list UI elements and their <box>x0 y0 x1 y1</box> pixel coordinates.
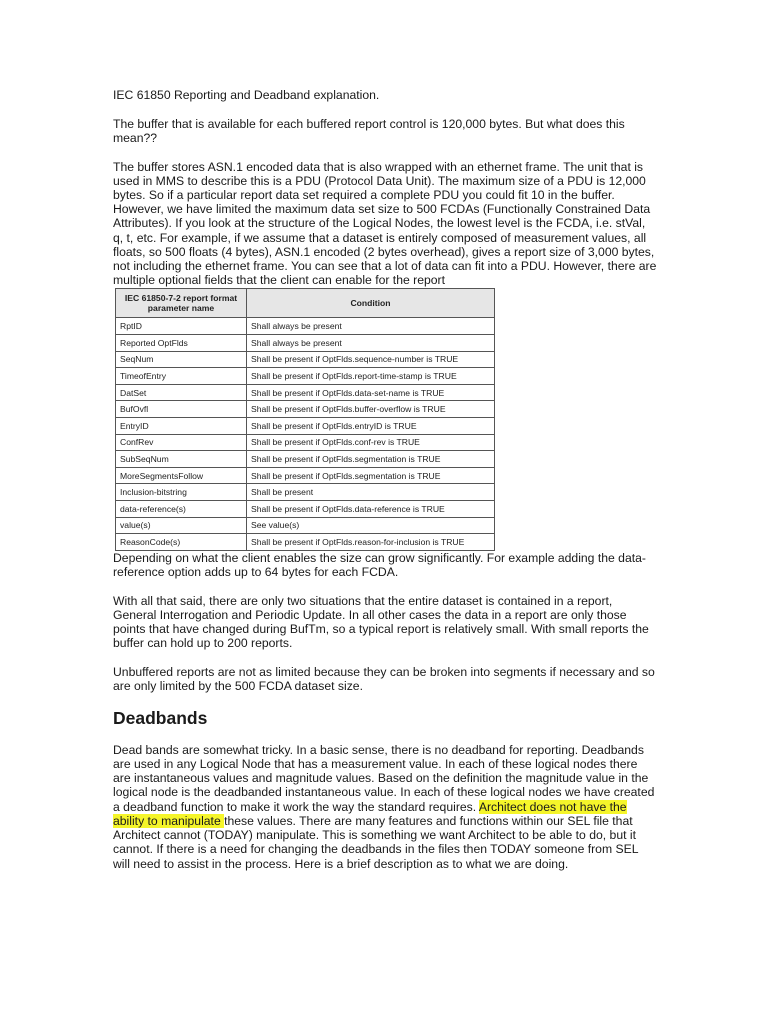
table-header-row <box>116 289 495 318</box>
table-header-parameter-name: IEC 61850-7-2 report format parameter name <box>116 289 247 318</box>
condition-cell: Shall be present if OptFlds.buffer-overflow is TRUE <box>247 401 495 418</box>
parameter-name-cell: ReasonCode(s) <box>116 534 247 551</box>
condition-cell: Shall be present if OptFlds.report-time-stamp is TRUE <box>247 368 495 385</box>
buffer-intro-paragraph: The buffer that is available for each buffered report control is 120,000 bytes. But what does this mean?? <box>113 116 625 145</box>
parameter-name-cell: RptID <box>116 318 247 335</box>
table-row <box>116 401 495 418</box>
condition-cell: Shall be present <box>247 484 495 501</box>
condition-cell: Shall always be present <box>247 318 495 335</box>
condition-cell: See value(s) <box>247 517 495 534</box>
deadbands-text-before: Dead bands are somewhat tricky. In a basic sense, there is no deadband for reporting. Deadbands are used in any Logical Node that has a measurement value. In each of these logical nodes there are instantaneous values and magnitude values. Based on the definition the magnitude value in the logical node is the deadbanded instantaneous value. In each of these logical nodes we have created a deadband function to make it work the way the standard requires. <box>113 742 655 814</box>
document-title: IEC 61850 Reporting and Deadband explanation. <box>113 88 380 102</box>
table-row <box>116 434 495 451</box>
highlighted-text: Architect does not have the ability to manipulate <box>113 799 627 828</box>
condition-cell: Shall be present if OptFlds.data-reference is TRUE <box>247 500 495 517</box>
condition-cell: Shall be present if OptFlds.data-set-name is TRUE <box>247 384 495 401</box>
condition-cell: Shall be present if OptFlds.entryID is TRUE <box>247 418 495 435</box>
parameter-name-cell: MoreSegmentsFollow <box>116 467 247 484</box>
condition-cell: Shall be present if OptFlds.conf-rev is TRUE <box>247 434 495 451</box>
dataset-situations-paragraph: With all that said, there are only two situations that the entire dataset is contained in a report, General Interrogation and Periodic Update. In all other cases the data in a report are only those points that have changed during BufTm, so a typical report is relatively small. With small reports the buffer can hold up to 200 reports. <box>113 593 649 651</box>
table-row <box>116 500 495 517</box>
deadbands-heading: Deadbands <box>113 707 208 728</box>
parameter-name-cell: data-reference(s) <box>116 500 247 517</box>
condition-cell: Shall always be present <box>247 335 495 352</box>
parameter-name-cell: DatSet <box>116 384 247 401</box>
parameter-name-cell: EntryID <box>116 418 247 435</box>
table-row <box>116 351 495 368</box>
table-row <box>116 534 495 551</box>
parameter-name-cell: Inclusion-bitstring <box>116 484 247 501</box>
table-row <box>116 451 495 468</box>
condition-cell: Shall be present if OptFlds.sequence-number is TRUE <box>247 351 495 368</box>
table-row <box>116 384 495 401</box>
buffer-explanation-paragraph: The buffer stores ASN.1 encoded data that is also wrapped with an ethernet frame. The unit that is used in MMS to describe this is a PDU (Protocol Data Unit). The maximum size of a PDU is 12,000 bytes. So if a particular report data set required a complete PDU you could fit 10 in the buffer. However, we have limited the maximum data set size to 500 FCDAs (Functionally Constrained Data Attributes). If you look at the structure of the Logical Nodes, the lowest level is the FCDA, i.e. stVal, q, t, etc. For example, if we assume that a dataset is entirely composed of measurement values, all floats, so 500 floats (4 bytes), ASN.1 encoded (2 bytes overhead), gives a report size of 3,000 bytes, not including the ethernet frame. You can see that a lot of data can fit into a PDU. However, there are multiple optional fields that the client can enable for the report <box>113 159 657 288</box>
deadbands-text-after: these values. There are many features and functions within our SEL file that Architect cannot (TODAY) manipulate. This is something we want Architect to be able to do, but it cannot. If there is a need for changing the deadbands in the files then TODAY someone from SEL will need to assist in the process. Here is a brief description as to what we are doing. <box>113 813 639 871</box>
table-row <box>116 418 495 435</box>
table-header-condition: Condition <box>247 289 495 318</box>
table-row <box>116 318 495 335</box>
table-row <box>116 368 495 385</box>
condition-cell: Shall be present if OptFlds.reason-for-inclusion is TRUE <box>247 534 495 551</box>
parameter-name-cell: value(s) <box>116 517 247 534</box>
report-parameters-table <box>115 288 495 550</box>
unbuffered-reports-paragraph: Unbuffered reports are not as limited because they can be broken into segments if necessary and so are only limited by the 500 FCDA dataset size. <box>113 664 655 694</box>
parameter-name-cell: TimeofEntry <box>116 368 247 385</box>
table-row <box>116 517 495 534</box>
parameter-name-cell: Reported OptFlds <box>116 335 247 352</box>
parameter-name-cell: BufOvfl <box>116 401 247 418</box>
condition-cell: Shall be present if OptFlds.segmentation is TRUE <box>247 467 495 484</box>
parameter-name-cell: ConfRev <box>116 434 247 451</box>
client-options-paragraph: Depending on what the client enables the size can grow significantly. For example adding the data-reference option adds up to 64 bytes for each FCDA. <box>113 550 646 579</box>
deadbands-paragraph <box>113 743 658 871</box>
parameter-name-cell: SubSeqNum <box>116 451 247 468</box>
parameter-name-cell: SeqNum <box>116 351 247 368</box>
condition-cell: Shall be present if OptFlds.segmentation is TRUE <box>247 451 495 468</box>
table-row <box>116 467 495 484</box>
table-row <box>116 335 495 352</box>
table-row <box>116 484 495 501</box>
document-page <box>113 88 658 885</box>
